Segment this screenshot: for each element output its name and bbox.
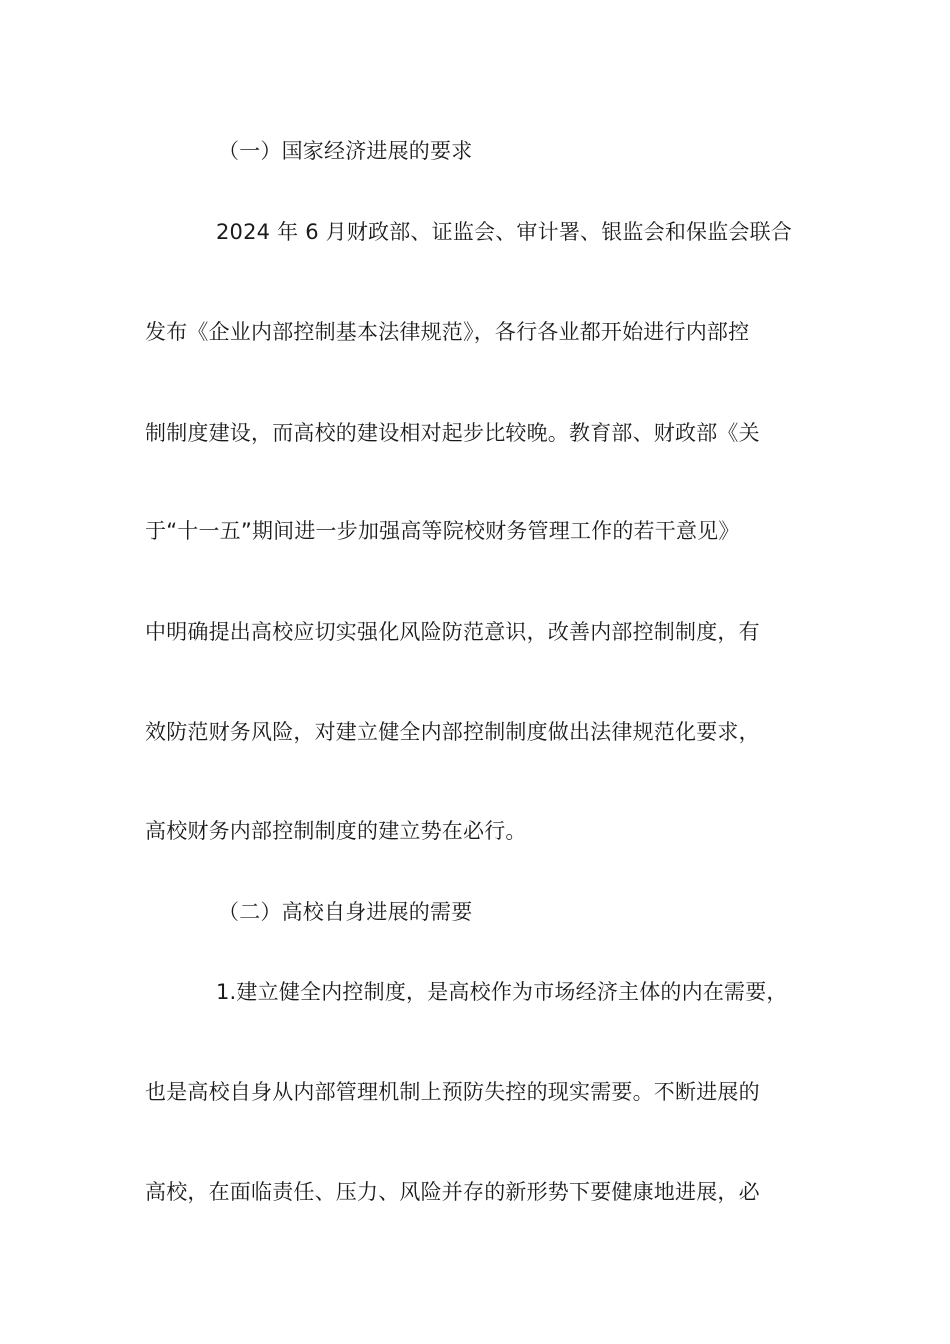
paragraph-line: 1.建立健全内控制度，是高校作为市场经济主体的内在需要， — [216, 980, 788, 1004]
paragraph-line: 高校，在面临责任、压力、风险并存的新形势下要健康地进展，必 — [145, 1180, 760, 1204]
paragraph-line: 效防范财务风险，对建立健全内部控制制度做出法律规范化要求， — [145, 720, 760, 744]
paragraph-line: 发布《企业内部控制基本法律规范》，各行各业都开始进行内部控 — [145, 320, 750, 344]
section-heading-1: （一）国家经济进展的要求 — [218, 139, 473, 163]
paragraph-line: 于“十一五”期间进一步加强高等院校财务管理工作的若干意见》 — [145, 519, 740, 543]
section-heading-2: （二）高校自身进展的需要 — [218, 900, 473, 924]
paragraph-line: 高校财务内部控制制度的建立势在必行。 — [145, 819, 527, 843]
paragraph-line: 2024 年 6 月财政部、证监会、审计署、银监会和保监会联合 — [216, 220, 793, 244]
paragraph-line: 制制度建设，而高校的建设相对起步比较晚。教育部、财政部《关 — [145, 421, 760, 445]
paragraph-line: 也是高校自身从内部管理机制上预防失控的现实需要。不断进展的 — [145, 1080, 760, 1104]
paragraph-line: 中明确提出高校应切实强化风险防范意识，改善内部控制制度，有 — [145, 620, 760, 644]
